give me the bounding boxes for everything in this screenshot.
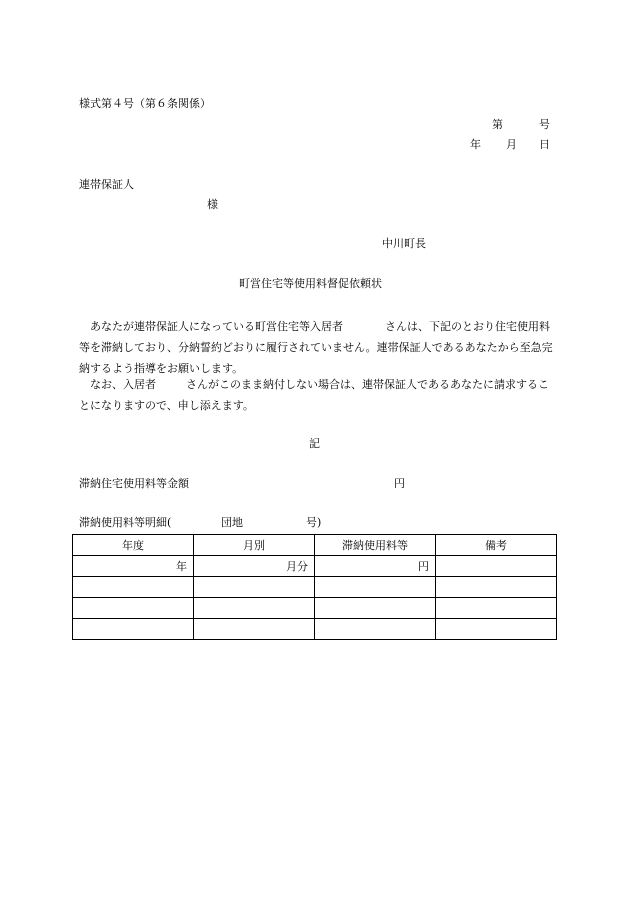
table-cell: [436, 598, 557, 619]
table-cell: [73, 598, 194, 619]
table-cell-amount: 円: [315, 556, 436, 577]
table-header-arrears: 滞納使用料等: [315, 535, 436, 556]
table-cell-remarks: [436, 556, 557, 577]
table-cell: [73, 619, 194, 640]
table-row: [73, 598, 557, 619]
details-heading-danchi: 団地: [221, 516, 243, 529]
arrears-detail-table: [72, 534, 557, 640]
table-cell: [436, 619, 557, 640]
doc-number-prefix: 第: [492, 118, 503, 131]
body-p2-part-b: さんがこのまま納付しない場合は、連帯保証人であるあなたに請求することになりますので、申し添えます。: [79, 378, 549, 412]
table-header-fiscal-year: 年度: [73, 535, 194, 556]
table-cell: [436, 577, 557, 598]
document-title: 町営住宅等使用料督促依頼状: [239, 277, 382, 290]
table-cell: [194, 598, 315, 619]
form-number: 様式第４号（第６条関係）: [79, 97, 211, 110]
table-cell: [315, 598, 436, 619]
body-p2-part-a: なお、入居者: [90, 378, 156, 391]
body-p1-part-a: あなたが連帯保証人になっている町営住宅等入居者: [90, 320, 343, 333]
doc-number-suffix: 号: [539, 118, 550, 131]
table-cell-year: 年: [73, 556, 194, 577]
table-cell: [194, 577, 315, 598]
table-cell: [73, 577, 194, 598]
details-heading: 滞納使用料等明細(: [79, 516, 172, 529]
table-row: [73, 577, 557, 598]
table-cell: [315, 619, 436, 640]
issuer: 中川町長: [382, 237, 426, 250]
table-header-month: 月別: [194, 535, 315, 556]
table-cell-month: 月分: [194, 556, 315, 577]
date-month: 月: [506, 138, 517, 151]
date-day: 日: [539, 138, 550, 151]
body-paragraph-1: [79, 316, 559, 379]
table-cell: [315, 577, 436, 598]
table-row: [73, 556, 557, 577]
body-p1-part-b: さんは、下記のとおり住宅使用料等を滞納しており、分納誓約どおりに履行されていません。連帯保証人であるあなたから至急完納するよう指導をお願いします。: [79, 320, 553, 375]
arrears-amount-unit: 円: [394, 477, 405, 490]
date-year: 年: [470, 138, 481, 151]
honorific: 様: [207, 198, 218, 211]
details-heading-go: 号): [306, 516, 322, 529]
table-header-row: [73, 535, 557, 556]
guarantor-label: 連帯保証人: [79, 178, 134, 191]
table-header-remarks: 備考: [436, 535, 557, 556]
table-cell: [194, 619, 315, 640]
ki-label: 記: [309, 437, 320, 450]
table-row: [73, 619, 557, 640]
arrears-amount-label: 滞納住宅使用料等金額: [79, 477, 189, 490]
body-paragraph-2: [79, 374, 559, 416]
